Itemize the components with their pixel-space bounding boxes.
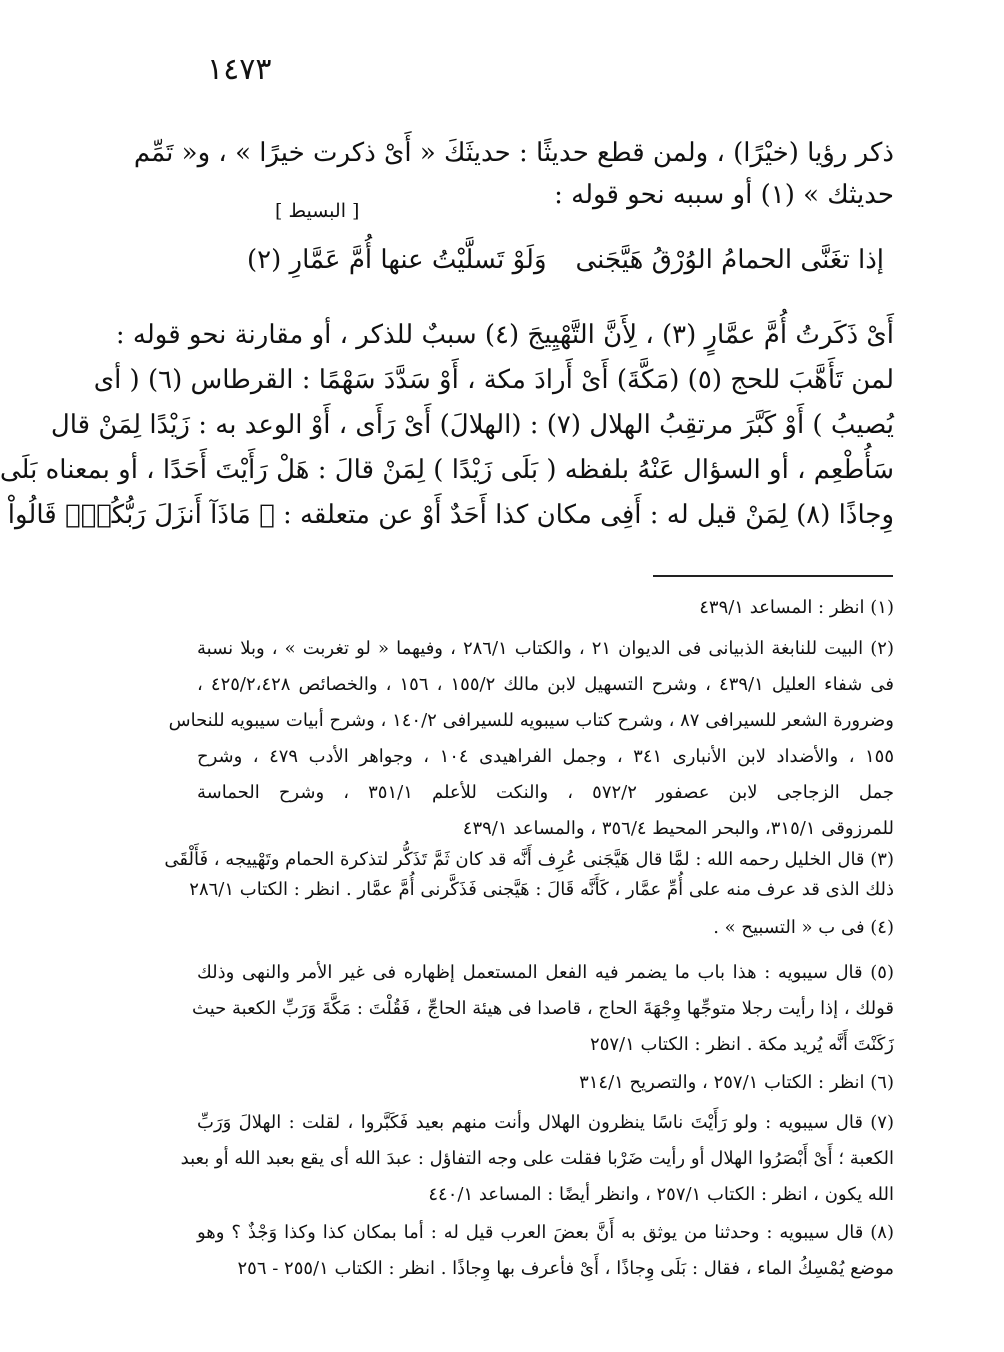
verse-first-hemistich: إذا تغَنَّى الحمامُ الوُرْقُ هَيَّجَنى bbox=[575, 245, 884, 275]
footnote-line: الله يكون ، انظر : الكتاب ٢٥٧/١ ، وانظر أيضًا : المساعد ٤٤٠/١ bbox=[428, 1184, 894, 1205]
footnote-line: (٧) قال سيبويه : ولو رَأَيْتَ ناسًا ينظرون الهلال وأنت منهم بعيد فَكَبَّروا ، لقلت : الهلالَ وَرَبِّ bbox=[197, 1112, 894, 1133]
poetic-meter-label: [ البسيط ] bbox=[275, 200, 360, 222]
footnote-7 bbox=[180, 1105, 894, 1213]
footnote-line: ذلك الذى قد عرف منه على أُمِّ عمَّار ، كَأَنَّه قَالَ : هَيَّجنى فَذَكَّرنى أُمَّ عمَّار . انظر : الكتاب ٢٨٦/١ bbox=[189, 879, 894, 900]
main-text-line: لمن تَأَهَّبَ للحج (٥) (مَكَّةَ) أَىْ أَرادَ مكة ، أَوْ سَدَّدَ سَهْمًا : القرطاس (٦) ( أى bbox=[93, 365, 894, 395]
footnote-line: للمرزوقى ٣١٥/١، والبحر المحيط ٣٥٦/٤ ، والمساعد ٤٣٩/١ bbox=[462, 818, 894, 839]
verse-second-hemistich: وَلَوْ تَسلَّيْتُ عنها أُمَّ عَمَّارِ (٢) bbox=[247, 245, 547, 275]
main-text-line: حديثك » (١) أو سببه نحو قوله : bbox=[554, 180, 894, 210]
footnote-5 bbox=[192, 955, 894, 1063]
main-text-line: يُصيبُ ) أَوْ كَبَّرَ مرتقِبُ الهلال (٧) : (الهلالَ) أَىْ رَأَى ، أَوْ الوعد به : زَيْدًا لِمَنْ قال bbox=[50, 410, 894, 440]
footnote-line: (٤) فى ب « التسبيح » . bbox=[713, 917, 894, 938]
footnote-line: ١٥٥ ، والأضداد لابن الأنبارى ٣٤١ ، وجمل الفراهيدى ١٠٤ ، وجواهر الأدب ٤٧٩ ، وشرح bbox=[197, 746, 895, 767]
footnote-line: قولك ، إذا رأيت رجلا متوجِّها وِجْهَةَ الحاج ، قاصدا فى هيئة الحاجِّ ، فَقُلْتَ : مَكَّةَ وَرَبِّ الكعبة حيث bbox=[192, 998, 894, 1019]
page-number: ١٤٧٣ bbox=[207, 52, 272, 87]
footnote-line: (٦) انظر : الكتاب ٢٥٧/١ ، والتصريح ٣١٤/١ bbox=[579, 1072, 894, 1093]
main-text-line: سَأُطْعِم ، أو السؤال عَنْهُ بلفظه ( بَلَى زَيْدًا ) لِمَنْ قالَ : هَلْ رَأَيْتَ أَحَدًا ، أو بمعناه بَلَى bbox=[0, 455, 894, 485]
footnote-line: (٥) قال سيبويه : هذا باب ما يضمر فيه الفعل المستعمل إظهاره فى غير الأمر والنهى وذلك bbox=[197, 962, 894, 983]
footnote-6 bbox=[197, 1065, 894, 1101]
footnote-line: زَكَنْتَ أَنَّه يُريد مكة . انظر : الكتاب ٢٥٧/١ bbox=[590, 1034, 894, 1055]
footnote-line: (٢) البيت للنابغة الذبيانى فى الديوان ٢١ ، والكتاب ٢٨٦/١ ، وفيهما « لو تغربت » ، وبلا نسبة bbox=[197, 638, 894, 659]
footnote-line: وضرورة الشعر للسيرافى ٨٧ ، وشرح كتاب سيبويه للسيرافى ١٤٠/٢ ، وشرح أبيات سيبويه للنحاس bbox=[168, 710, 894, 731]
main-text-line: أَىْ ذَكَرتُ أُمَّ عمَّارٍ (٣) ، لِأَنَّ التَّهْيِيجَ (٤) سببٌ للذكر ، أو مقارنة نحو قوله : bbox=[115, 320, 894, 350]
footnote-separator bbox=[653, 575, 893, 577]
footnote-2 bbox=[168, 631, 895, 847]
footnote-4 bbox=[197, 910, 894, 946]
footnote-line: جمل الزجاجى لابن عصفور ٥٧٢/٢ ، والنكت للأعلم ٣٥١/١ ، وشرح الحماسة bbox=[197, 782, 894, 803]
footnote-line: الكعبة ؛ أَىْ أَبْصَرُوا الهلال أو رأيت ضَرْبا فقلت على وجه التفاؤل : عبدَ الله أى يقع بعبد الله أو بعبد bbox=[180, 1148, 894, 1169]
footnote-8 bbox=[197, 1215, 894, 1287]
footnote-line: (٨) قال سيبويه : وحدثنا من يوثق به أَنَّ بعضَ العرب قيل له : أما بمكان كذا وكذا وَجْذٌ ؟ وهو bbox=[197, 1222, 894, 1243]
footnote-line: (٣) قال الخليل رحمه الله : لمَّا قال هَيَّجَنى عُرِف أَنَّه قد كان ثَمَّ تَذَكُّر لتذكرة الحمام وتَهْييجه ، فَأَلْقَى bbox=[164, 849, 894, 870]
main-text-line: ذكر رؤيا (خيْرًا) ، ولمن قطع حديثًا : حديثَكَ « أَىْ ذكرت خيرًا » ، و« تَمِّم bbox=[133, 138, 894, 168]
main-text-line: وِجاذًا (٨) لِمَنْ قيل له : أَفِى مكان كذا أَحَدٌ أَوْ عن متعلقه : ﴿ مَاذَآ أَنزَلَ رَبُّكُمْۚ قَالُواْ bbox=[7, 500, 894, 530]
footnote-line: فى شفاء العليل ٤٣٩/١ ، وشرح التسهيل لابن مالك ١٥٥/٢ ، ١٥٦ ، والخصائص ٤٢٥/٢،٤٢٨ ، bbox=[197, 674, 894, 695]
footnote-line: (١) انظر : المساعد ٤٣٩/١ bbox=[699, 597, 894, 618]
footnote-line: موضع يُمْسِكُ الماء ، فقال : بَلَى وِجاذًا ، أَىْ فأعرف بها وِجاذًا . انظر : الكتاب ٢٥٥/١ - ٢٥٦ bbox=[237, 1258, 894, 1279]
footnote-3 bbox=[164, 845, 894, 905]
footnote-1 bbox=[197, 590, 894, 626]
